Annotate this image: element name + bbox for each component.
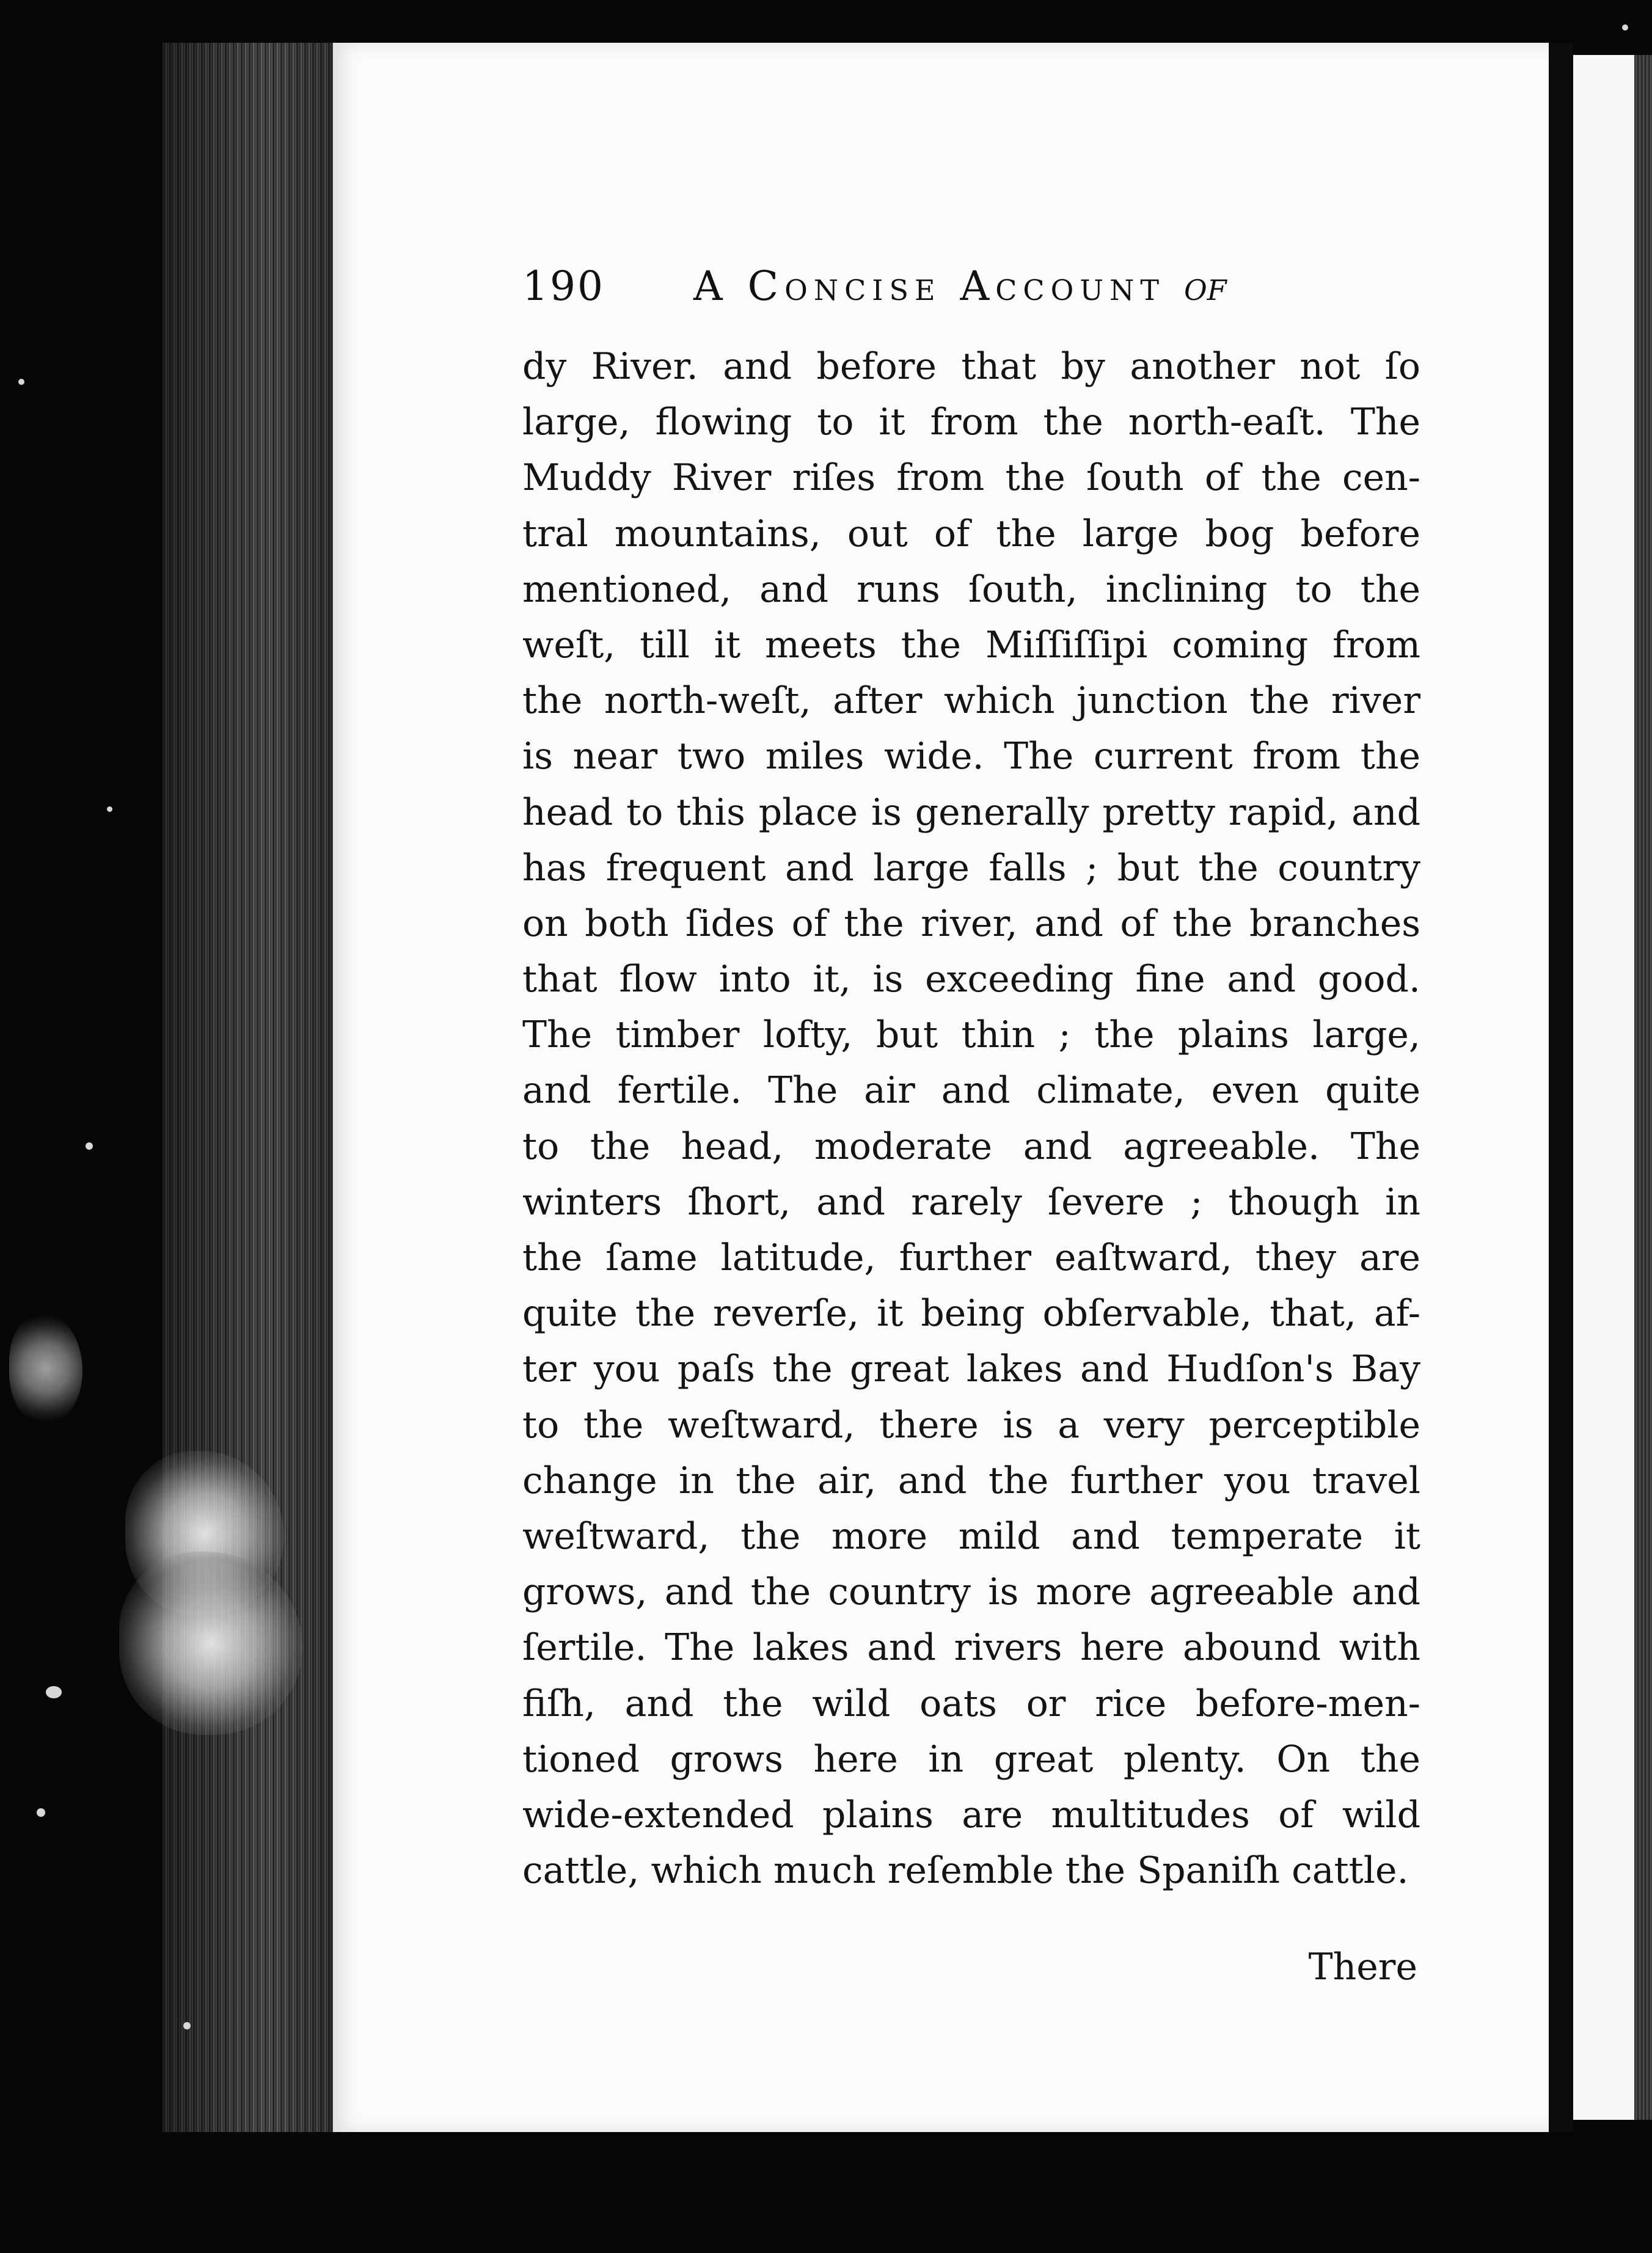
text-line: The timber lofty, but thin ; the plains large,	[522, 1013, 1420, 1057]
catchword: There	[1308, 1946, 1417, 1988]
text-line: on both ſides of the river, and of the branches	[522, 902, 1420, 945]
margin-speck	[1622, 24, 1628, 31]
text-line: Muddy River riſes from the ſouth of the cen-	[522, 456, 1420, 500]
text-line: that flow into it, is exceeding fine and good.	[522, 958, 1420, 1001]
text-line: to the head, moderate and agreeable. The	[522, 1125, 1420, 1168]
text-line: ſertile. The lakes and rivers here abound with	[522, 1626, 1420, 1670]
margin-speck	[37, 1808, 45, 1817]
text-line: grows, and the country is more agreeable and	[522, 1571, 1420, 1614]
margin-stain	[9, 1313, 82, 1423]
text-line: winters ſhort, and rarely ſevere ; though in	[522, 1180, 1420, 1224]
running-title-main: A Concise Account	[693, 263, 1166, 310]
margin-speck	[18, 379, 24, 385]
facing-page-fore-edge	[1634, 55, 1652, 2120]
text-line: the ſame latitude, further eaſtward, they are	[522, 1236, 1420, 1279]
facing-page-edge	[1573, 55, 1634, 2120]
text-line: weſt, till it meets the Miſſiſſipi coming from	[522, 623, 1420, 666]
running-title-of: of	[1184, 263, 1227, 310]
text-line: change in the air, and the further you travel	[522, 1459, 1420, 1502]
text-line: and fertile. The air and climate, even quite	[522, 1069, 1420, 1112]
text-line: quite the reverſe, it being obſervable, that, af-	[522, 1292, 1420, 1335]
text-line: head to this place is generally pretty rapid, and	[522, 791, 1420, 834]
margin-speck	[107, 806, 112, 812]
text-line: ter you paſs the great lakes and Hudſon's Bay	[522, 1348, 1420, 1391]
text-line: mentioned, and runs ſouth, inclining to the	[522, 568, 1420, 611]
text-line: cattle, which much reſemble the Spaniſh cattle.	[522, 1849, 1409, 1893]
running-head	[522, 263, 1317, 330]
text-line: tioned grows here in great plenty. On the	[522, 1737, 1420, 1781]
text-line: has frequent and large falls ; but the country	[522, 846, 1420, 889]
text-line: fiſh, and the wild oats or rice before-men-	[522, 1682, 1420, 1725]
margin-speck	[183, 2022, 191, 2029]
page-number: 190	[522, 263, 605, 310]
text-line: to the weſtward, there is a very perceptible	[522, 1403, 1420, 1447]
body-text	[522, 339, 1420, 1899]
text-line: weſtward, the more mild and temperate it	[522, 1514, 1420, 1558]
text-line: tral mountains, out of the large bog before	[522, 512, 1420, 555]
margin-speck	[86, 1142, 93, 1150]
margin-speck	[46, 1686, 62, 1698]
text-line: wide-extended plains are multitudes of wild	[522, 1793, 1420, 1836]
gutter-shadow	[1549, 43, 1573, 2132]
fore-edge-shadow	[162, 43, 336, 2132]
text-line: dy River. and before that by another not ſo	[522, 345, 1420, 388]
text-line: the north-weſt, after which junction the river	[522, 679, 1420, 723]
text-line: large, flowing to it from the north-eaſt. The	[522, 401, 1420, 444]
running-title	[693, 263, 1227, 310]
text-line: is near two miles wide. The current from the	[522, 735, 1420, 778]
